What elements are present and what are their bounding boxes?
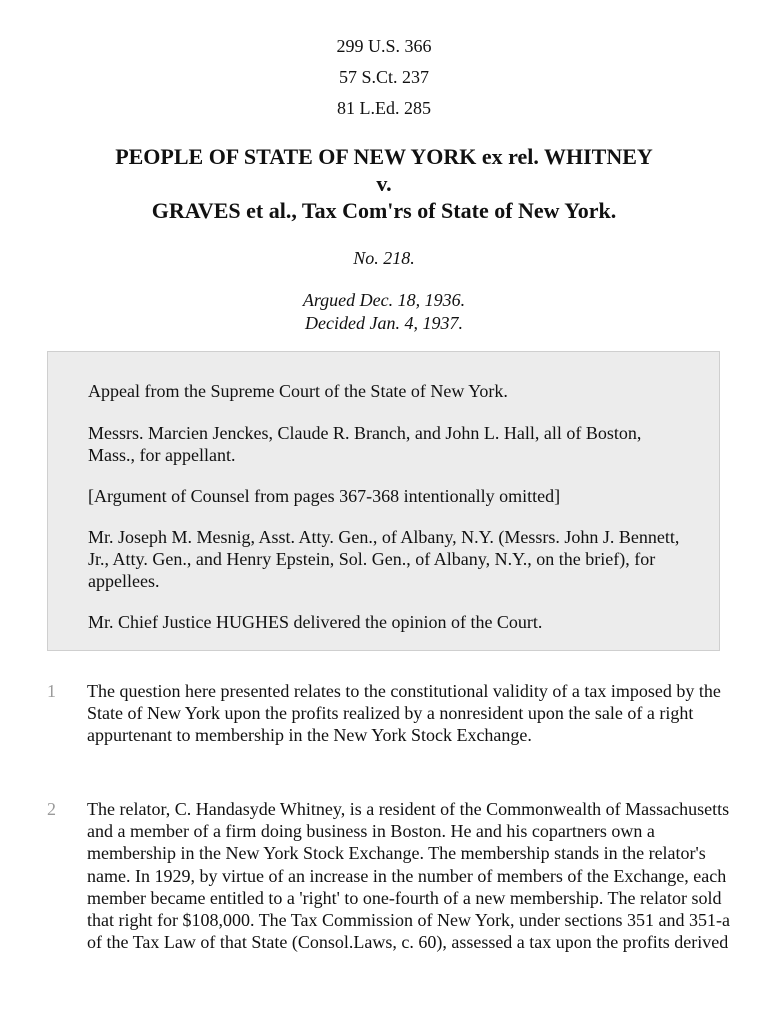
case-title-appellant: PEOPLE OF STATE OF NEW YORK ex rel. WHITNEY [115,144,653,169]
case-title-versus: v. [376,171,392,196]
paragraph-number: 2 [47,799,56,819]
syllabus-opinion-author: Mr. Chief Justice HUGHES delivered the opinion of the Court. [88,612,543,632]
syllabus-argument-note: [Argument of Counsel from pages 367-368 intentionally omitted] [88,486,561,506]
citation-lawyers-edition: 81 L.Ed. 285 [337,98,431,118]
case-title-appellee: GRAVES et al., Tax Com'rs of State of New York. [151,198,617,223]
syllabus-appellee-counsel: Mr. Joseph M. Mesnig, Asst. Atty. Gen., of Albany, N.Y. (Messrs. John J. Bennett, Jr., Atty. Gen., and Henry Epstein, Sol. Gen., of Albany, N.Y., on the brief), for appellees. [88,527,680,591]
decided-date: Decided Jan. 4, 1937. [305,313,463,333]
citation-us-reports: 299 U.S. 366 [336,36,432,56]
paragraph-text: The question here presented relates to the constitutional validity of a tax imposed by the State of New York upon the profits realized by a nonresident upon the sale of a right appurtenant to membership in the New York Stock Exchange. [87,681,721,746]
paragraph-text: The relator, C. Handasyde Whitney, is a resident of the Commonwealth of Massachusetts and a member of a firm doing business in Boston. He and his copartners own a membership in the New York Stock Exchange. The membership stands in the relator's name. In 1929, by virtue of an increase in the number of members of the Exchange, each member became entitled to a 'right' to one-fourth of a new membership. The relator sold that right for $108,000. The Tax Commission of New York, under sections 351 and 351-a of the Tax Law of that State (Consol.Laws, c. 60), assessed a tax upon the profits derived [87,799,731,953]
syllabus-appellant-counsel: Messrs. Marcien Jenckes, Claude R. Branch, and John L. Hall, all of Boston, Mass., for appellant. [88,423,642,465]
argued-date: Argued Dec. 18, 1936. [302,290,466,310]
citation-supreme-court-reporter: 57 S.Ct. 237 [338,67,430,87]
syllabus-box [47,351,720,651]
docket-number: No. 218. [353,248,415,268]
syllabus-appeal-origin: Appeal from the Supreme Court of the State of New York. [88,381,508,401]
paragraph-number: 1 [47,681,56,701]
